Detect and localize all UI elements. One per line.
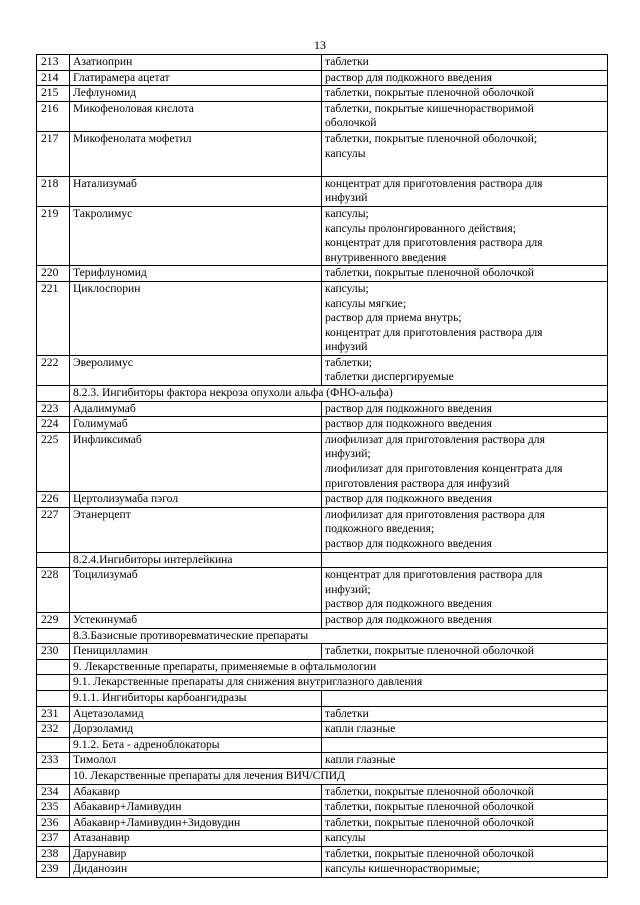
drug-number: 220: [37, 266, 70, 282]
drug-row: [37, 432, 608, 491]
section-row: [37, 386, 608, 402]
drug-number: 218: [37, 176, 70, 206]
drug-row: [37, 722, 608, 738]
dosage-forms: [322, 644, 608, 660]
drug-name: Глатирамера ацетат: [70, 70, 322, 86]
drug-name: Диданозин: [70, 862, 322, 878]
dosage-form-line: таблетки;: [325, 355, 373, 369]
section-title: 8.2.4.Ингибиторы интерлейкина: [70, 552, 322, 568]
drug-name: Голимумаб: [70, 417, 322, 433]
drug-row: [37, 131, 608, 176]
dosage-forms: [322, 815, 608, 831]
drug-name: Абакавир+Ламивудин: [70, 800, 322, 816]
dosage-forms: [322, 417, 608, 433]
dosage-form-line: капли глазные: [325, 722, 396, 736]
drug-row: [37, 101, 608, 131]
section-row: [37, 768, 608, 784]
drug-number: 217: [37, 131, 70, 176]
section-row: [37, 628, 608, 644]
section-blank-cell: [322, 552, 608, 568]
drug-name: Абакавир: [70, 784, 322, 800]
dosage-form-line: концентрат для приготовления раствора для: [325, 176, 543, 190]
drug-number: 216: [37, 101, 70, 131]
drug-number: 222: [37, 355, 70, 385]
dosage-forms: [322, 753, 608, 769]
drug-row: [37, 401, 608, 417]
section-number-cell: [37, 768, 70, 784]
dosage-forms: [322, 862, 608, 878]
dosage-form-line: оболочкой: [325, 116, 377, 130]
dosage-form-line: приготовления раствора для инфузий: [325, 476, 510, 490]
dosage-form-line: инфузий: [325, 191, 368, 205]
drug-number: 226: [37, 492, 70, 508]
drug-number: 224: [37, 417, 70, 433]
drug-number: 232: [37, 722, 70, 738]
dosage-form-line: таблетки, покрытые пленочной оболочкой: [325, 86, 534, 100]
drug-number: 214: [37, 70, 70, 86]
drug-row: [37, 800, 608, 816]
drug-number: 239: [37, 862, 70, 878]
dosage-form-line: раствор для подкожного введения: [325, 417, 492, 431]
section-number-cell: [37, 386, 70, 402]
dosage-form-line: таблетки диспергируемые: [325, 370, 454, 384]
dosage-form-line: капсулы: [325, 831, 366, 845]
dosage-form-line: лиофилизат для приготовления концентрата для: [325, 462, 563, 476]
dosage-form-line: инфузий: [325, 340, 368, 354]
dosage-form-line: таблетки, покрытые пленочной оболочкой: [325, 644, 534, 658]
drug-number: 213: [37, 55, 70, 71]
drug-name: Тимолол: [70, 753, 322, 769]
drug-table: [36, 54, 608, 878]
dosage-form-line: концентрат для приготовления раствора для: [325, 568, 543, 582]
dosage-form-line: капли глазные: [325, 753, 396, 767]
section-title: 9.1. Лекарственные препараты для снижения внутриглазного давления: [70, 675, 608, 691]
dosage-forms: [322, 206, 608, 265]
drug-name: Цертолизумаба пэгол: [70, 492, 322, 508]
dosage-form-line: таблетки, покрытые пленочной оболочкой: [325, 846, 534, 860]
section-number-cell: [37, 737, 70, 753]
drug-name: Циклоспорин: [70, 281, 322, 355]
section-row: [37, 552, 608, 568]
drug-row: [37, 507, 608, 552]
drug-number: 225: [37, 432, 70, 491]
drug-row: [37, 862, 608, 878]
drug-name: Тоцилизумаб: [70, 568, 322, 613]
dosage-form-line: раствор для подкожного введения: [325, 70, 492, 84]
drug-name: Ацетазоламид: [70, 706, 322, 722]
dosage-forms: [322, 281, 608, 355]
drug-row: [37, 176, 608, 206]
dosage-forms: [322, 131, 608, 176]
drug-row: [37, 753, 608, 769]
section-title: 9.1.1. Ингибиторы карбоангидразы: [70, 690, 322, 706]
drug-name: Микофеноловая кислота: [70, 101, 322, 131]
dosage-form-line: раствор для подкожного введения: [325, 537, 492, 550]
drug-row: [37, 70, 608, 86]
dosage-forms: [322, 401, 608, 417]
drug-row: [37, 417, 608, 433]
section-row: [37, 737, 608, 753]
section-number-cell: [37, 628, 70, 644]
dosage-forms: [322, 612, 608, 628]
drug-number: 215: [37, 86, 70, 102]
drug-name: Адалимумаб: [70, 401, 322, 417]
drug-row: [37, 831, 608, 847]
dosage-forms: [322, 706, 608, 722]
drug-number: 229: [37, 612, 70, 628]
dosage-forms: [322, 507, 608, 552]
drug-row: [37, 644, 608, 660]
drug-table-body: [37, 55, 608, 878]
dosage-forms: [322, 86, 608, 102]
dosage-form-line: капсулы;: [325, 206, 369, 220]
drug-row: [37, 612, 608, 628]
drug-name: Натализумаб: [70, 176, 322, 206]
section-title: 9. Лекарственные препараты, применяемые в офтальмологии: [70, 659, 608, 675]
drug-number: 219: [37, 206, 70, 265]
drug-row: [37, 266, 608, 282]
dosage-form-line: [325, 161, 604, 176]
drug-row: [37, 568, 608, 613]
dosage-form-line: концентрат для приготовления раствора для: [325, 325, 543, 339]
dosage-form-line: капсулы кишечнорастворимые;: [325, 862, 480, 876]
drug-row: [37, 355, 608, 385]
drug-row: [37, 492, 608, 508]
section-blank-cell: [322, 690, 608, 706]
dosage-forms: [322, 432, 608, 491]
drug-number: 235: [37, 800, 70, 816]
drug-row: [37, 206, 608, 265]
dosage-forms: [322, 831, 608, 847]
section-title: 8.3.Базисные противоревматические препараты: [70, 628, 608, 644]
drug-name: Терифлуномид: [70, 266, 322, 282]
drug-row: [37, 706, 608, 722]
drug-name: Азатиоприн: [70, 55, 322, 71]
drug-name: Атазанавир: [70, 831, 322, 847]
drug-number: 236: [37, 815, 70, 831]
drug-number: 233: [37, 753, 70, 769]
drug-name: Этанерцепт: [70, 507, 322, 552]
dosage-forms: [322, 55, 608, 71]
drug-name: Абакавир+Ламивудин+Зидовудин: [70, 815, 322, 831]
drug-name: Дорзоламид: [70, 722, 322, 738]
page-number: 13: [314, 38, 326, 52]
dosage-forms: [322, 355, 608, 385]
dosage-form-line: таблетки, покрытые кишечнорастворимой: [325, 101, 534, 115]
dosage-form-line: подкожного введения;: [325, 522, 435, 536]
drug-name: Устекинумаб: [70, 612, 322, 628]
dosage-form-line: таблетки: [325, 55, 369, 68]
section-title: 8.2.3. Ингибиторы фактора некроза опухоли альфа (ФНО-альфа): [70, 386, 608, 402]
drug-row: [37, 784, 608, 800]
drug-number: 221: [37, 281, 70, 355]
dosage-forms: [322, 492, 608, 508]
drug-row: [37, 846, 608, 862]
dosage-forms: [322, 846, 608, 862]
drug-name: Лефлуномид: [70, 86, 322, 102]
dosage-forms: [322, 784, 608, 800]
drug-name: Дарунавир: [70, 846, 322, 862]
dosage-form-line: концентрат для приготовления раствора для: [325, 236, 543, 250]
dosage-form-line: капсулы пролонгированного действия;: [325, 221, 516, 235]
drug-name: Микофенолата мофетил: [70, 131, 322, 176]
dosage-forms: [322, 800, 608, 816]
section-number-cell: [37, 659, 70, 675]
dosage-form-line: раствор для подкожного введения: [325, 492, 492, 506]
dosage-forms: [322, 722, 608, 738]
drug-number: 228: [37, 568, 70, 613]
dosage-form-line: таблетки, покрытые пленочной оболочкой: [325, 784, 534, 798]
dosage-form-line: таблетки, покрытые пленочной оболочкой: [325, 266, 534, 280]
section-row: [37, 675, 608, 691]
drug-name: Инфликсимаб: [70, 432, 322, 491]
drug-row: [37, 86, 608, 102]
drug-number: 238: [37, 846, 70, 862]
section-number-cell: [37, 675, 70, 691]
dosage-forms: [322, 101, 608, 131]
dosage-form-line: раствор для приема внутрь;: [325, 311, 462, 325]
drug-number: 234: [37, 784, 70, 800]
section-title: 10. Лекарственные препараты для лечения ВИЧ/СПИД: [70, 768, 608, 784]
drug-number: 223: [37, 401, 70, 417]
dosage-form-line: таблетки, покрытые пленочной оболочкой;: [325, 131, 538, 145]
drug-row: [37, 55, 608, 71]
section-number-cell: [37, 552, 70, 568]
dosage-form-line: таблетки: [325, 706, 369, 720]
section-title: 9.1.2. Бета - адреноблокаторы: [70, 737, 322, 753]
dosage-forms: [322, 176, 608, 206]
drug-row: [37, 281, 608, 355]
dosage-forms: [322, 568, 608, 613]
section-number-cell: [37, 690, 70, 706]
dosage-form-line: лиофилизат для приготовления раствора для: [325, 432, 545, 446]
dosage-form-line: инфузий;: [325, 447, 371, 461]
dosage-form-line: раствор для подкожного введения: [325, 597, 492, 611]
dosage-form-line: инфузий;: [325, 582, 371, 596]
drug-row: [37, 815, 608, 831]
drug-number: 230: [37, 644, 70, 660]
section-row: [37, 659, 608, 675]
dosage-form-line: таблетки, покрытые пленочной оболочкой: [325, 815, 534, 829]
drug-number: 237: [37, 831, 70, 847]
drug-number: 231: [37, 706, 70, 722]
drug-name: Пеницилламин: [70, 644, 322, 660]
dosage-form-line: капсулы мягкие;: [325, 296, 407, 310]
dosage-form-line: таблетки, покрытые пленочной оболочкой: [325, 800, 534, 814]
dosage-form-line: капсулы;: [325, 281, 369, 295]
dosage-form-line: раствор для подкожного введения: [325, 612, 492, 626]
drug-number: 227: [37, 507, 70, 552]
dosage-form-line: лиофилизат для приготовления раствора для: [325, 507, 545, 521]
dosage-form-line: внутривенного введения: [325, 250, 447, 264]
dosage-form-line: раствор для подкожного введения: [325, 401, 492, 415]
section-blank-cell: [322, 737, 608, 753]
dosage-forms: [322, 266, 608, 282]
dosage-forms: [322, 70, 608, 86]
dosage-form-line: капсулы: [325, 146, 366, 160]
section-row: [37, 690, 608, 706]
drug-name: Эверолимус: [70, 355, 322, 385]
drug-name: Такролимус: [70, 206, 322, 265]
